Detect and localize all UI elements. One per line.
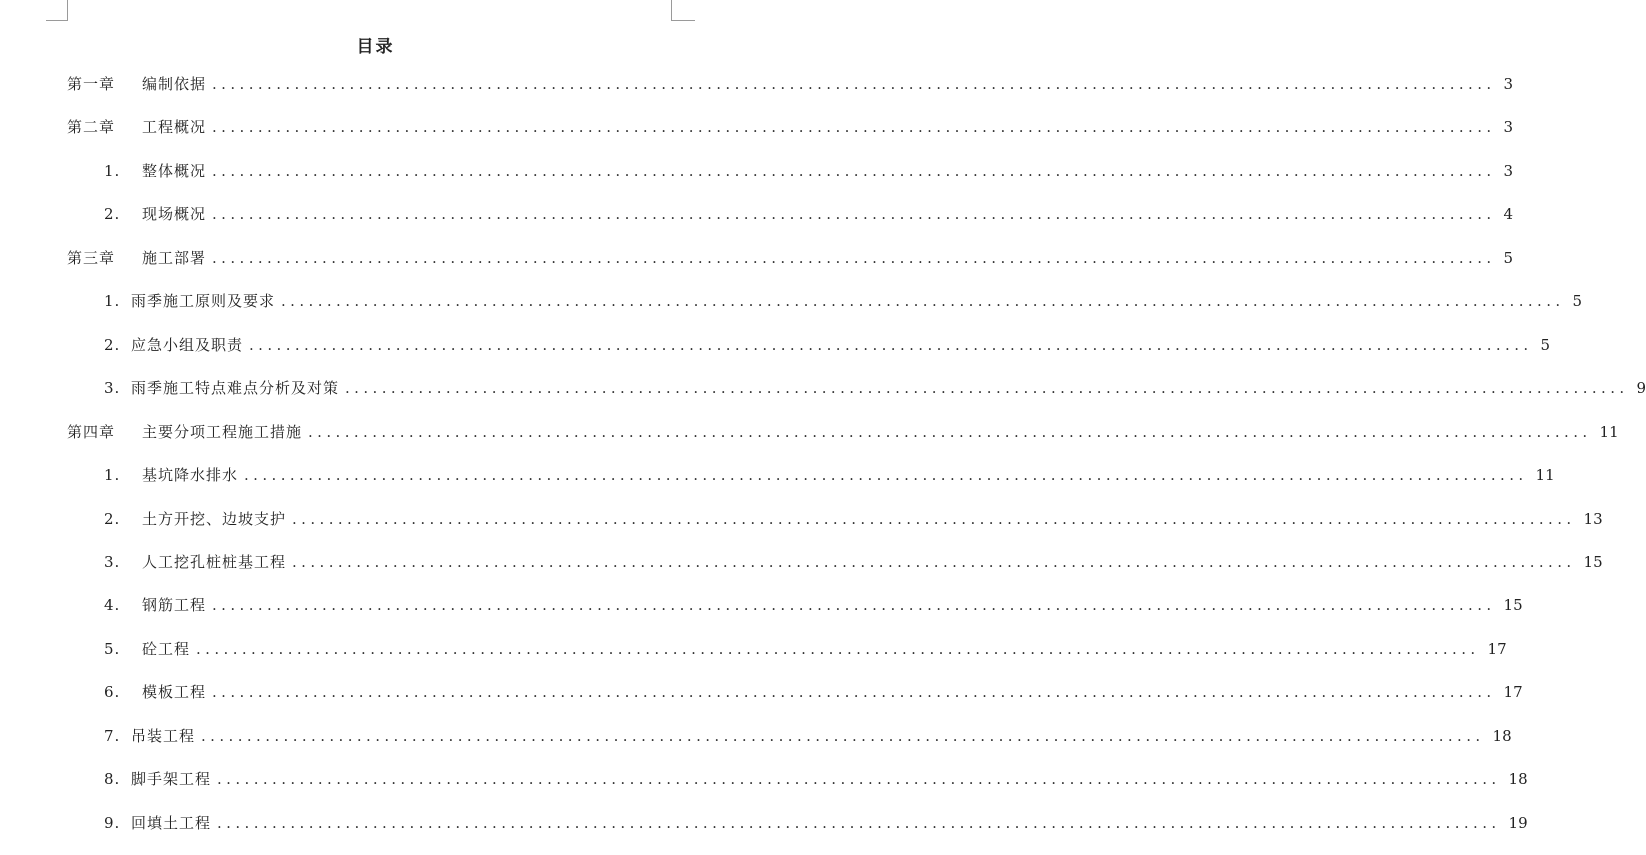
toc-entry-label: 整体概况	[142, 162, 207, 180]
toc-entry-page-number: 15	[1503, 596, 1523, 614]
toc-entry-number: 2.	[104, 510, 121, 528]
toc-dot-leader: ............................................................................................................................................	[212, 118, 1496, 136]
toc-section-entry[interactable]	[104, 594, 1523, 620]
toc-dot-leader: ............................................................................................................................................	[212, 596, 1496, 614]
toc-entry-number: 1.	[104, 292, 121, 310]
toc-entry-label: 吊装工程	[131, 727, 196, 745]
toc-entry-number: 4.	[104, 596, 121, 614]
toc-entry-page-number: 17	[1503, 683, 1523, 701]
crop-mark-top-right	[671, 0, 695, 21]
toc-dot-leader: ............................................................................................................................................	[217, 814, 1501, 832]
toc-dot-leader: ............................................................................................................................................	[345, 379, 1629, 397]
toc-entry-number: 3.	[104, 553, 121, 571]
toc-entry-number: 1.	[104, 466, 121, 484]
toc-dot-leader: ............................................................................................................................................	[217, 770, 1501, 788]
toc-entry-number: 2.	[104, 336, 121, 354]
toc-dot-leader: ............................................................................................................................................	[281, 292, 1565, 310]
toc-dot-leader: ............................................................................................................................................	[249, 336, 1533, 354]
toc-entry-page-number: 18	[1492, 727, 1512, 745]
toc-entry-page-number: 19	[1508, 814, 1528, 832]
toc-section-entry[interactable]	[104, 464, 1555, 490]
toc-entry-label: 编制依据	[142, 75, 207, 93]
toc-entry-label: 基坑降水排水	[142, 466, 239, 484]
crop-mark-top-left	[46, 0, 68, 21]
toc-entry-label: 施工部署	[142, 249, 207, 267]
toc-chapter-entry[interactable]	[67, 421, 1619, 447]
toc-dot-leader: ............................................................................................................................................	[212, 249, 1496, 267]
toc-entry-number: 第四章	[67, 423, 116, 441]
toc-entry-label: 应急小组及职责	[131, 336, 244, 354]
toc-entry-page-number: 11	[1535, 466, 1555, 484]
toc-entry-number: 2.	[104, 205, 121, 223]
toc-dot-leader: ............................................................................................................................................	[212, 205, 1496, 223]
toc-entry-number: 3.	[104, 379, 121, 397]
toc-entry-label: 工程概况	[142, 118, 207, 136]
toc-dot-leader: ............................................................................................................................................	[292, 553, 1576, 571]
toc-entry-label: 回填土工程	[131, 814, 212, 832]
toc-entry-label: 人工挖孔桩桩基工程	[142, 553, 287, 571]
toc-section-entry[interactable]	[104, 334, 1551, 360]
toc-entry-number: 6.	[104, 683, 121, 701]
toc-entry-number: 第二章	[67, 118, 116, 136]
toc-entry-label: 主要分项工程施工措施	[142, 423, 303, 441]
toc-section-entry[interactable]	[104, 551, 1603, 577]
toc-dot-leader: ............................................................................................................................................	[308, 423, 1592, 441]
toc-section-entry[interactable]	[104, 377, 1646, 403]
toc-entry-number: 第三章	[67, 249, 116, 267]
toc-entry-page-number: 4	[1503, 205, 1514, 223]
toc-entry-number: 1.	[104, 162, 121, 180]
toc-chapter-entry[interactable]	[67, 247, 1514, 273]
toc-entry-number: 9.	[104, 814, 121, 832]
toc-section-entry[interactable]	[104, 812, 1528, 838]
toc-section-entry[interactable]	[104, 768, 1528, 794]
toc-entry-page-number: 3	[1503, 162, 1514, 180]
toc-dot-leader: ............................................................................................................................................	[201, 727, 1485, 745]
toc-dot-leader: ............................................................................................................................................	[292, 510, 1576, 528]
toc-entry-number: 7.	[104, 727, 121, 745]
toc-section-entry[interactable]	[104, 681, 1523, 707]
toc-entry-page-number: 11	[1599, 423, 1619, 441]
toc-entry-label: 脚手架工程	[131, 770, 212, 788]
toc-section-entry[interactable]	[104, 508, 1603, 534]
toc-chapter-entry[interactable]	[67, 116, 1514, 142]
toc-section-entry[interactable]	[104, 638, 1507, 664]
toc-entry-label: 砼工程	[142, 640, 191, 658]
toc-entry-label: 雨季施工原则及要求	[131, 292, 276, 310]
toc-entry-label: 钢筋工程	[142, 596, 207, 614]
toc-entry-page-number: 15	[1583, 553, 1603, 571]
toc-section-entry[interactable]	[104, 203, 1514, 229]
toc-entry-page-number: 3	[1503, 75, 1514, 93]
toc-entry-page-number: 3	[1503, 118, 1514, 136]
toc-entry-label: 雨季施工特点难点分析及对策	[131, 379, 340, 397]
toc-entry-number: 5.	[104, 640, 121, 658]
page-title: 目录	[356, 37, 395, 57]
toc-entry-page-number: 13	[1583, 510, 1603, 528]
toc-entry-number: 第一章	[67, 75, 116, 93]
toc-dot-leader: ............................................................................................................................................	[196, 640, 1480, 658]
toc-dot-leader: ............................................................................................................................................	[244, 466, 1528, 484]
toc-entry-page-number: 5	[1540, 336, 1551, 354]
toc-entry-page-number: 17	[1487, 640, 1507, 658]
toc-entry-label: 现场概况	[142, 205, 207, 223]
toc-section-entry[interactable]	[104, 725, 1512, 751]
toc-chapter-entry[interactable]	[67, 73, 1514, 99]
toc-entry-number: 8.	[104, 770, 121, 788]
toc-dot-leader: ............................................................................................................................................	[212, 162, 1496, 180]
toc-section-entry[interactable]	[104, 290, 1583, 316]
toc-entry-label: 模板工程	[142, 683, 207, 701]
toc-dot-leader: ............................................................................................................................................	[212, 683, 1496, 701]
toc-section-entry[interactable]	[104, 160, 1514, 186]
toc-entry-page-number: 5	[1503, 249, 1514, 267]
toc-entry-page-number: 5	[1572, 292, 1583, 310]
toc-dot-leader: ............................................................................................................................................	[212, 75, 1496, 93]
toc-entry-page-number: 9	[1636, 379, 1646, 397]
toc-entry-page-number: 18	[1508, 770, 1528, 788]
toc-entry-label: 土方开挖、边坡支护	[142, 510, 287, 528]
